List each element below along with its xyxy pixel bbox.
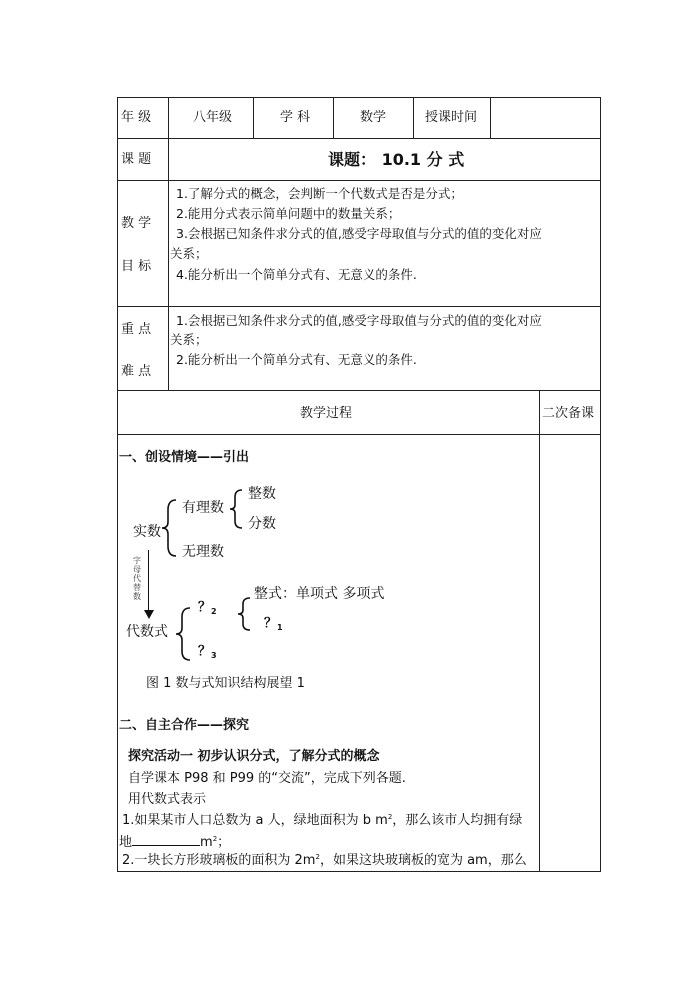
side-column-divider	[539, 390, 540, 872]
subject-label: 学 科	[280, 110, 311, 125]
grade-value: 八年级	[193, 110, 233, 125]
keypoint-item: 关系；	[170, 332, 208, 347]
activity-title: 探究活动一 初步认识分式，了解分式的概念	[128, 749, 380, 764]
col-divider	[490, 97, 491, 138]
goals-label-2: 目 标	[121, 259, 152, 274]
brace-icon	[160, 498, 180, 558]
page-title: 课题： 10.1 分 式	[328, 150, 465, 169]
diagram-real: 实数	[133, 524, 161, 540]
goal-item: 3.会根据已知条件求分式的值,感受字母取值与分式的值的变化对应	[176, 226, 542, 241]
arrow-line	[148, 550, 149, 614]
body-text: 自学课本 P98 和 P99 的“交流”，完成下列各题.	[128, 771, 406, 786]
diagram-integer: 整数	[248, 486, 276, 502]
section-title: 一、创设情境——引出	[119, 450, 250, 465]
question-1: 1.如果某市人口总数为 a 人，绿地面积为 b $m^2$，那么该市人均拥有绿	[122, 813, 523, 828]
brace-icon	[236, 596, 254, 632]
question-1-cont: 地 $m^2$；	[119, 835, 231, 850]
keypoints-label-2: 难 点	[121, 364, 152, 379]
col-divider	[333, 97, 334, 138]
row-divider	[117, 306, 601, 307]
diagram-q2: ？$_2$	[198, 600, 217, 616]
label-column-divider	[168, 97, 169, 390]
diagram-fraction: 分数	[248, 516, 276, 532]
question-2: 2.一块长方形玻璃板的面积为 $2m^2$，如果这块玻璃板的宽为 am，那么	[122, 853, 527, 868]
second-prep-header: 二次备课	[542, 406, 595, 421]
goal-item: 4.能分析出一个简单分式有、无意义的条件.	[176, 267, 417, 282]
table-border-left	[117, 97, 118, 872]
row-divider	[117, 138, 601, 139]
goals-label-1: 教 学	[121, 216, 152, 231]
grade-label: 年 级	[121, 110, 152, 125]
time-label: 授课时间	[425, 110, 478, 125]
topic-label: 课 题	[121, 152, 152, 167]
row-divider	[117, 390, 601, 391]
arrow-down-icon	[144, 610, 154, 620]
row-divider	[117, 180, 601, 181]
row-divider	[117, 434, 601, 435]
diagram-integral-expr: 整式：单项式 多项式	[254, 586, 385, 602]
table-border-right	[600, 97, 601, 872]
keypoint-item: 2.能分析出一个简单分式有、无意义的条件.	[176, 352, 417, 367]
subject-value: 数学	[360, 110, 387, 125]
answer-blank[interactable]	[132, 833, 200, 846]
brace-icon	[228, 488, 246, 530]
col-divider	[253, 97, 254, 138]
table-border-top	[117, 97, 601, 98]
process-header: 教学过程	[300, 406, 353, 421]
section-title: 二、自主合作——探究	[119, 718, 250, 733]
table-border-bottom	[117, 871, 601, 872]
goal-item: 1.了解分式的概念，会判断一个代数式是否是分式；	[176, 186, 463, 201]
brace-icon	[174, 606, 194, 662]
diagram-algebraic: 代数式	[126, 624, 168, 640]
diagram-q1: ？$_1$	[264, 616, 283, 632]
body-text: 用代数式表示	[128, 792, 207, 807]
diagram-rational: 有理数	[182, 500, 224, 516]
diagram-irrational: 无理数	[182, 544, 224, 560]
goal-item: 2.能用分式表示简单问题中的数量关系；	[176, 206, 401, 221]
diagram-q3: ？$_3$	[198, 644, 217, 660]
col-divider	[413, 97, 414, 138]
keypoints-label-1: 重 点	[121, 322, 152, 337]
arrow-label: 字母代替数	[133, 556, 141, 601]
keypoint-item: 1.会根据已知条件求分式的值,感受字母取值与分式的值的变化对应	[176, 313, 542, 328]
figure-caption: 图 1 数与式知识结构展望 1	[146, 676, 305, 691]
goal-item: 关系；	[170, 246, 208, 261]
